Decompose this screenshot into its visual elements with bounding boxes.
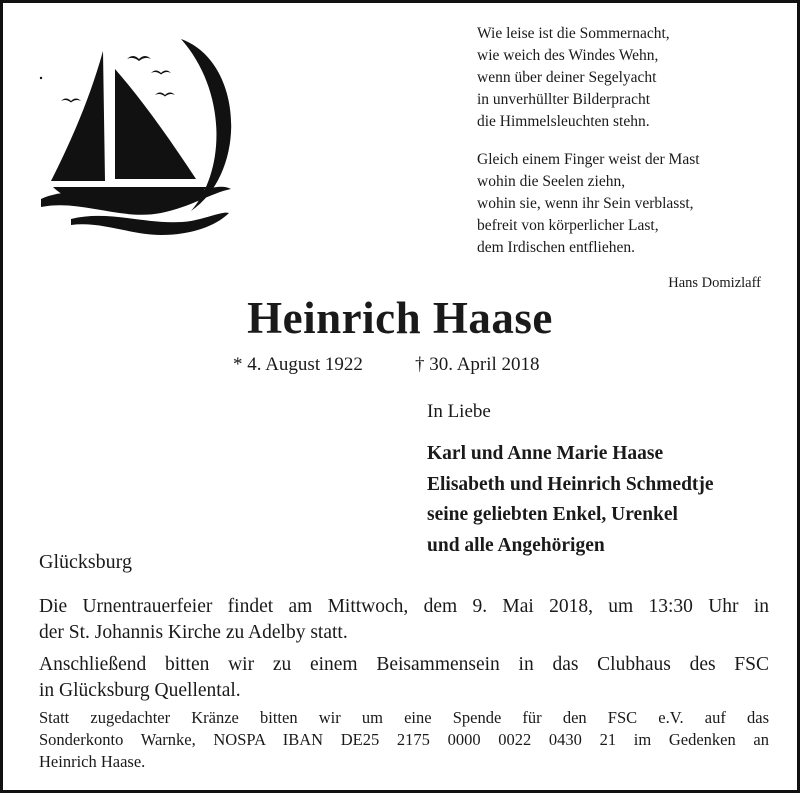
poem-line: Wie leise ist die Sommernacht, — [477, 25, 670, 42]
mourner-line: seine geliebten Enkel, Urenkel — [427, 504, 678, 525]
poem-line: befreit von körperlicher Last, — [477, 217, 659, 234]
poem-stanza-2 — [477, 149, 777, 259]
poem-line: wenn über deiner Segelyacht — [477, 69, 657, 86]
poem-line: wie weich des Windes Wehn, — [477, 47, 659, 64]
death-date: † 30. April 2018 — [415, 354, 540, 375]
poem-line: dem Irdischen entfliehen. — [477, 239, 635, 256]
poem — [477, 23, 777, 259]
gathering-info-paragraph — [39, 652, 769, 704]
poem-line: wohin sie, wenn ihr Sein verblasst, — [477, 195, 694, 212]
sailboat-moon-icon — [31, 31, 241, 246]
mourner-line: Elisabeth und Heinrich Schmedtje — [427, 473, 714, 495]
in-liebe-label: In Liebe — [427, 401, 491, 422]
paragraph-line: Sonderkonto Warnke, NOSPA IBAN DE25 2175 0000 0022 0430 21 im Gedenken an — [39, 730, 769, 749]
birth-date: * 4. August 1922 — [233, 354, 363, 375]
paragraph-line: in Glücksburg Quellental. — [39, 680, 241, 701]
deceased-name: Heinrich Haase — [247, 293, 553, 343]
paragraph-line: der St. Johannis Kirche zu Adelby statt. — [39, 622, 348, 643]
poem-stanza-1 — [477, 23, 777, 133]
funeral-info-paragraph — [39, 594, 769, 646]
place-name: Glücksburg — [39, 551, 132, 573]
mourner-line: und alle Angehörigen — [427, 534, 605, 556]
poem-line: wohin die Seelen ziehn, — [477, 173, 626, 190]
paragraph-line: Heinrich Haase. — [39, 752, 146, 771]
poem-line: Gleich einem Finger weist der Mast — [477, 151, 700, 168]
paragraph-line: Statt zugedachter Kränze bitten wir um eine Spende für den FSC e.V. auf das — [39, 708, 769, 727]
poem-line: die Himmelsleuchten stehn. — [477, 113, 650, 130]
poem-line: in unverhüllter Bilderpracht — [477, 91, 651, 108]
poem-author: Hans Domizlaff — [668, 275, 761, 291]
mourners-list — [427, 439, 714, 561]
donation-info-paragraph — [39, 707, 769, 773]
paragraph-line: Die Urnentrauerfeier findet am Mittwoch, dem 9. Mai 2018, um 13:30 Uhr in — [39, 596, 769, 617]
mourner-line: Karl und Anne Marie Haase — [427, 443, 664, 464]
paragraph-line: Anschließend bitten wir zu einem Beisammensein in das Clubhaus des FSC — [39, 654, 769, 675]
